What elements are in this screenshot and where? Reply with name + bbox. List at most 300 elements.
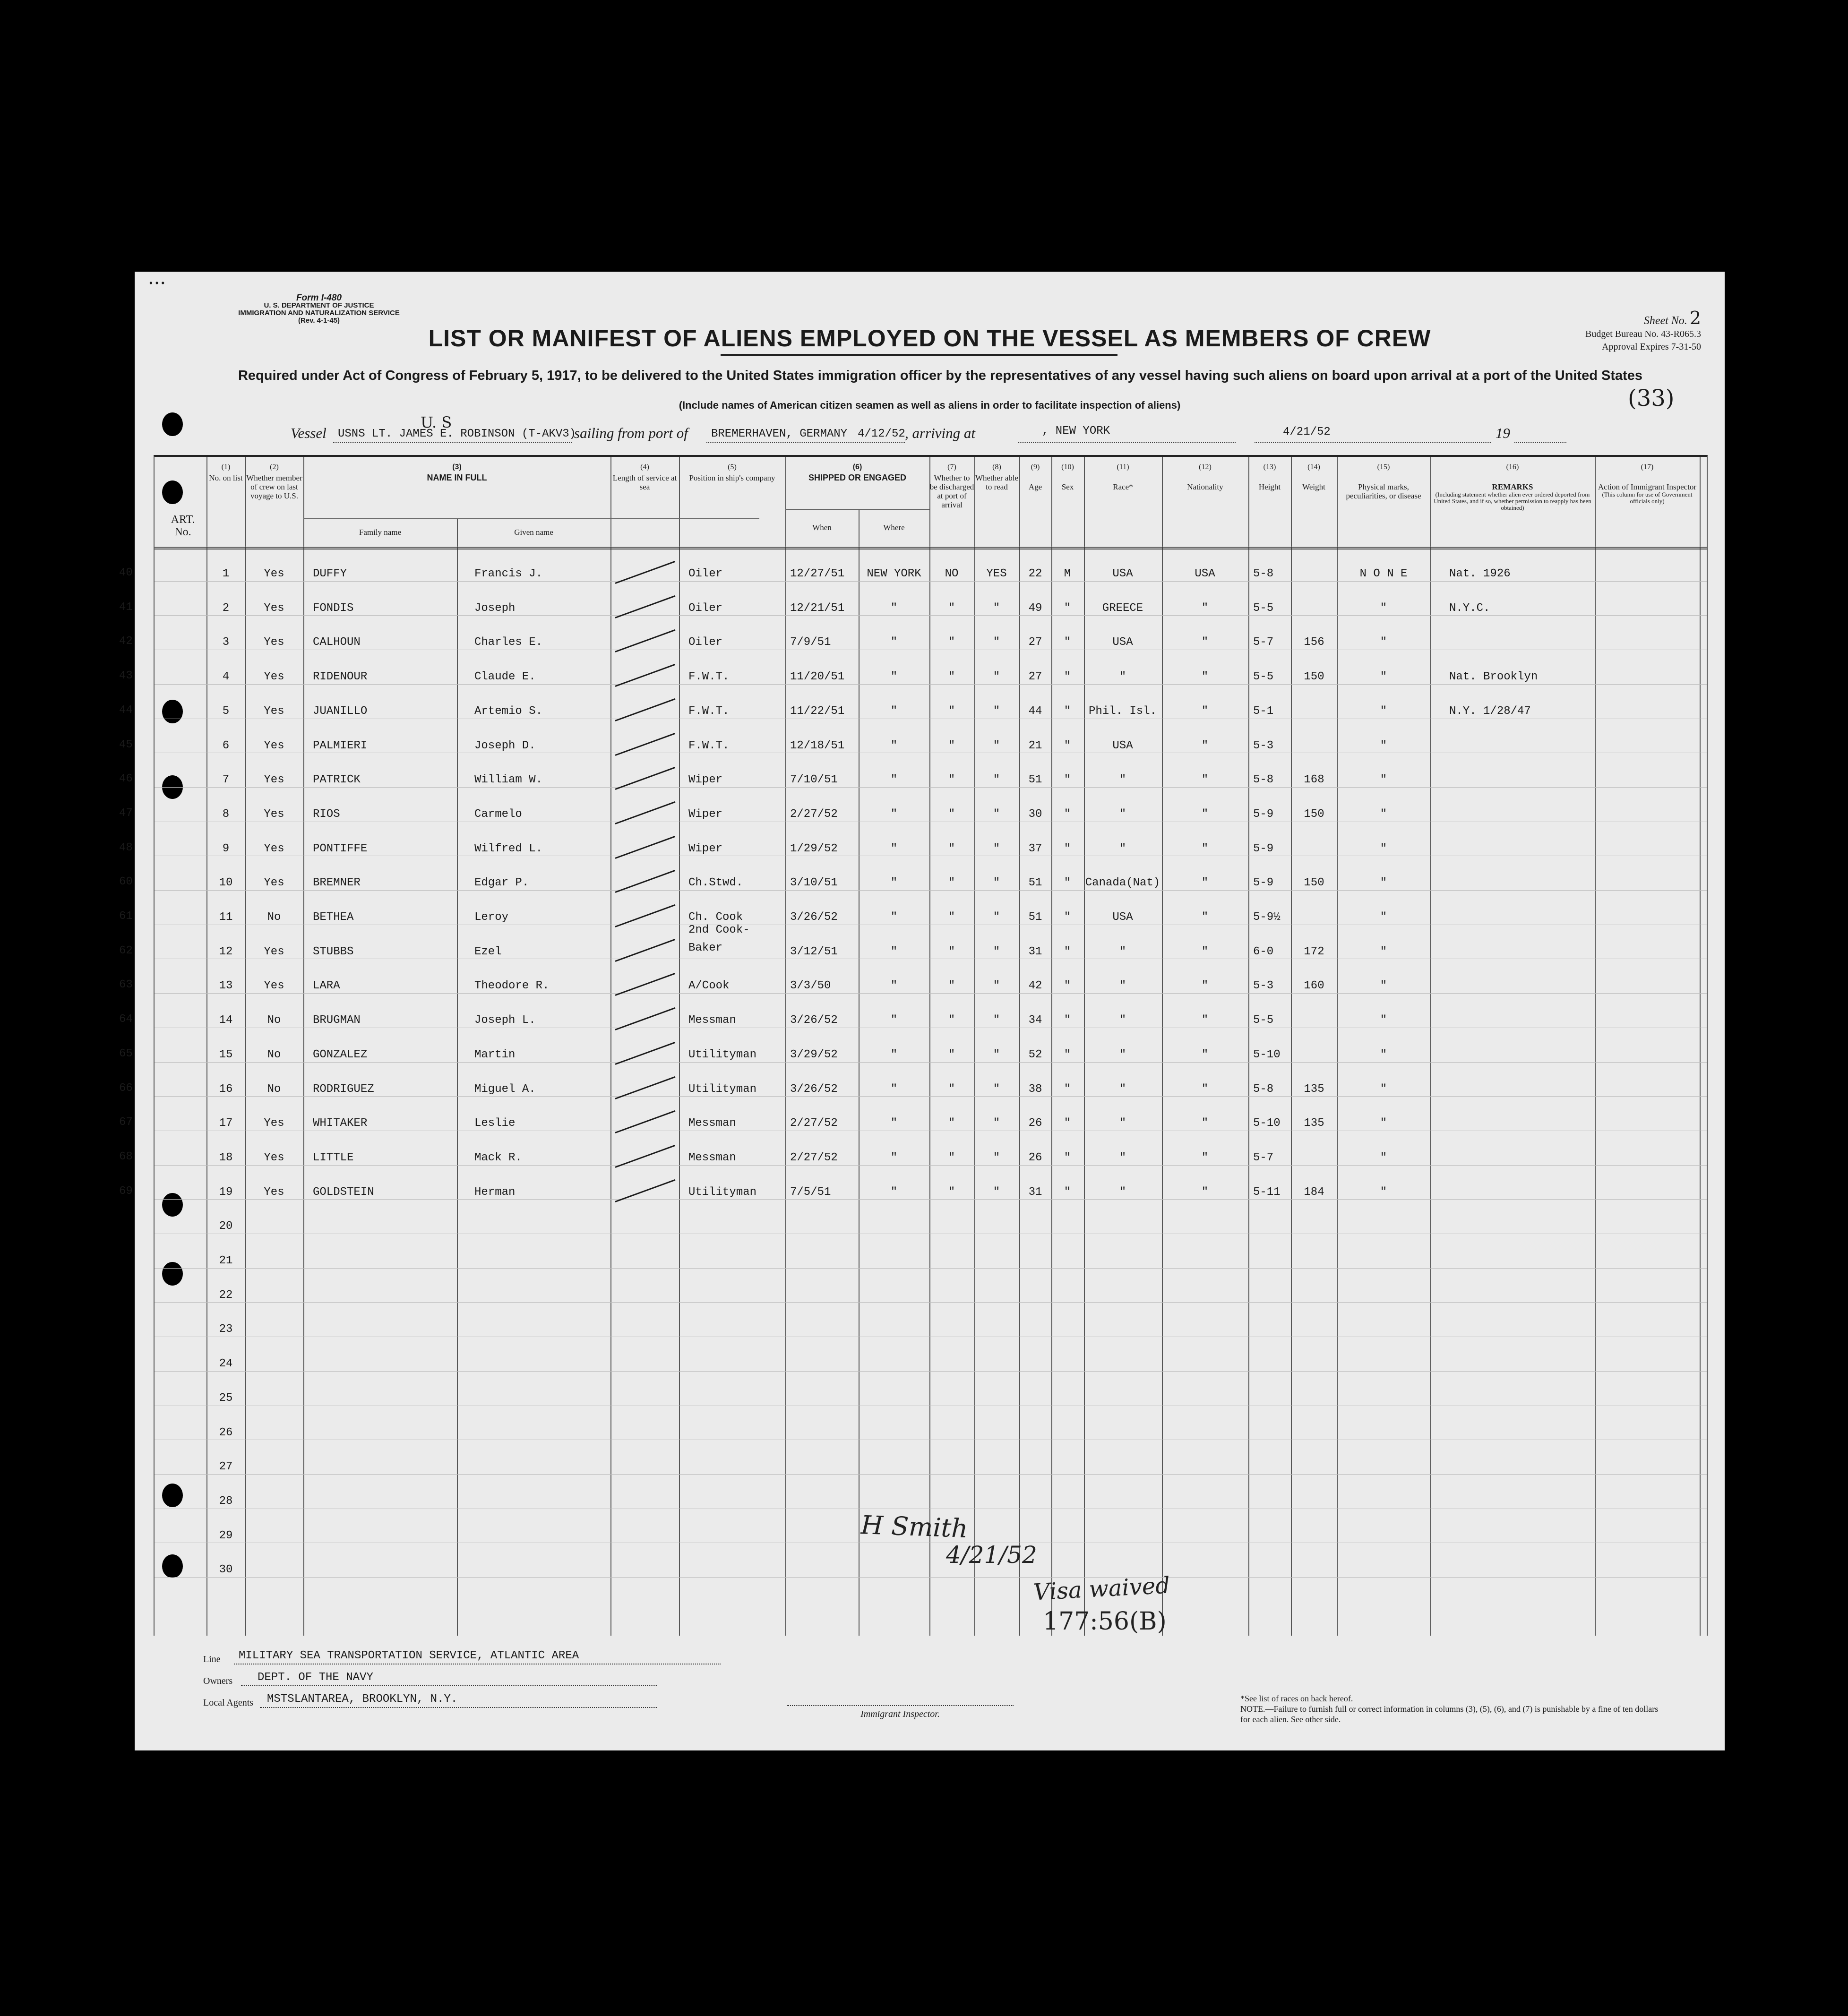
cell-family: PALMIERI: [313, 739, 368, 752]
header-family-name: Family name: [359, 528, 402, 537]
cell-nat: ": [1201, 945, 1209, 958]
cell-disch: ": [948, 773, 955, 787]
cell-age: 51: [1028, 911, 1042, 924]
cell-where: ": [890, 1151, 898, 1164]
cell-ht: 5-7: [1253, 1151, 1274, 1164]
cell-no: 17: [219, 1117, 233, 1130]
cell-pos: F.W.T.: [688, 704, 730, 718]
owners-value: DEPT. OF THE NAVY: [258, 1671, 373, 1684]
cell-ht: 5-3: [1253, 739, 1274, 752]
cell-last: Yes: [264, 945, 284, 958]
cell-race: ": [1119, 1151, 1126, 1164]
cell-no: 26: [219, 1426, 233, 1439]
cell-no: 19: [219, 1185, 233, 1199]
cell-given: Francis J.: [474, 567, 543, 580]
cell-given: Leroy: [474, 911, 509, 924]
art-number: 61: [119, 910, 133, 923]
cell-when: 3/29/52: [790, 1048, 838, 1061]
sheet-number: 2: [1689, 308, 1701, 328]
cell-marks: ": [1380, 773, 1387, 787]
cell-age: 26: [1028, 1151, 1042, 1164]
cell-age: 51: [1028, 773, 1042, 787]
cell-where: ": [890, 704, 898, 718]
cell-wt: 135: [1304, 1082, 1324, 1096]
cell-family: GOLDSTEIN: [313, 1185, 374, 1199]
cell-wt: 168: [1304, 773, 1324, 787]
cell-pos: Ch.Stwd.: [688, 876, 743, 890]
punch-hole: [162, 412, 183, 436]
cell-no: 18: [219, 1151, 233, 1164]
cell-marks: ": [1380, 979, 1387, 993]
cell-no: 13: [219, 979, 233, 993]
cell-given: Artemio S.: [474, 704, 543, 718]
cell-age: 31: [1028, 945, 1042, 958]
art-number: 66: [119, 1081, 133, 1095]
cell-pos: Utilityman: [688, 1082, 757, 1096]
cell-read: ": [993, 1048, 1000, 1061]
art-number: 40: [119, 566, 133, 579]
cell-no: 27: [219, 1460, 233, 1474]
cell-no: 14: [219, 1014, 233, 1027]
cell-where: ": [890, 1048, 898, 1061]
cell-nat: ": [1201, 704, 1209, 718]
cell-sex: ": [1064, 876, 1071, 890]
cell-family: FONDIS: [313, 601, 354, 615]
header-col16: (16) REMARKS (Including statement whether alien ever ordered deported from United States, and if so, whether permission to reapply has been obtained): [1434, 463, 1591, 511]
cell-read: ": [993, 911, 1000, 924]
cell-nat: ": [1201, 876, 1209, 890]
cell-remarks: N.Y. 1/28/47: [1449, 704, 1531, 718]
cell-race: USA: [1112, 567, 1133, 580]
cell-nat: ": [1201, 636, 1209, 649]
cell-given: Edgar P.: [474, 876, 529, 890]
cell-disch: ": [948, 979, 955, 993]
cell-nat: ": [1201, 1014, 1209, 1027]
cell-nat: ": [1201, 807, 1209, 821]
cell-sex: ": [1064, 1048, 1071, 1061]
service-length-mark: [615, 904, 675, 927]
cell-pos: A/Cook: [688, 979, 730, 993]
header-col11: (11) Race*: [1113, 463, 1133, 491]
cell-no: 7: [222, 773, 230, 787]
cell-where: ": [890, 876, 898, 890]
cell-no: 5: [222, 704, 230, 718]
art-number: 44: [119, 703, 133, 717]
cell-no: 23: [219, 1323, 233, 1336]
cell-last: Yes: [264, 807, 284, 821]
cell-read: ": [993, 773, 1000, 787]
header-art-no: ART. No.: [171, 514, 195, 538]
cell-age: 27: [1028, 636, 1042, 649]
cell-disch: ": [948, 1048, 955, 1061]
cell-pos: Messman: [688, 1014, 736, 1027]
service-length-mark: [615, 1145, 675, 1168]
cell-no: 4: [222, 670, 230, 684]
cell-marks: ": [1380, 601, 1387, 615]
cell-no: 10: [219, 876, 233, 890]
cell-when: 12/27/51: [790, 567, 845, 580]
cell-wt: 150: [1304, 876, 1324, 890]
cell-disch: ": [948, 911, 955, 924]
cell-where: ": [890, 670, 898, 684]
cell-sex: ": [1064, 773, 1071, 787]
cell-last: No: [267, 1048, 281, 1061]
cell-pos: F.W.T.: [688, 739, 730, 752]
cell-race: ": [1119, 670, 1126, 684]
arrival-port: , NEW YORK: [1042, 425, 1110, 438]
cell-read: ": [993, 979, 1000, 993]
arrival-date: 4/21/52: [1283, 426, 1331, 438]
cell-where: ": [890, 1014, 898, 1027]
header-col2: (2) Whether member of crew on last voyage to U.S.: [246, 463, 302, 500]
header-col6: (6) SHIPPED OR ENGAGED: [808, 463, 907, 482]
departure-date: 4/12/52: [858, 428, 905, 440]
cell-sex: ": [1064, 1082, 1071, 1096]
form-identifier: Form I-480 U. S. DEPARTMENT OF JUSTICE IMMIGRATION AND NATURALIZATION SERVICE (Rev. 4-1-45): [238, 293, 400, 325]
cell-last: Yes: [264, 1117, 284, 1130]
cell-disch: ": [948, 601, 955, 615]
art-number: 47: [119, 806, 133, 820]
agents-label: Local Agents: [203, 1698, 254, 1708]
cell-ht: 5-8: [1253, 773, 1274, 787]
cell-disch: ": [948, 1185, 955, 1199]
header-col17: (17) Action of Immigrant Inspector (This column for use of Government officials only): [1598, 463, 1697, 505]
cell-nat: ": [1201, 842, 1209, 855]
service-length-mark: [615, 732, 675, 755]
art-number: 63: [119, 978, 133, 992]
cell-family: BRUGMAN: [313, 1014, 361, 1027]
cell-sex: ": [1064, 945, 1071, 958]
cell-when: 2/27/52: [790, 1151, 838, 1164]
cell-given: Joseph: [474, 601, 516, 615]
cell-disch: ": [948, 1014, 955, 1027]
cell-no: 16: [219, 1082, 233, 1096]
cell-disch: ": [948, 1082, 955, 1096]
service-length-mark: [615, 629, 675, 652]
header-col4: (4) Length of service at sea: [612, 463, 677, 491]
cell-read: ": [993, 704, 1000, 718]
cell-marks: N O N E: [1359, 567, 1408, 580]
cell-when: 11/20/51: [790, 670, 845, 684]
cell-age: 21: [1028, 739, 1042, 752]
cell-ht: 5-9: [1253, 876, 1274, 890]
cell-when: 3/10/51: [790, 876, 838, 890]
cell-marks: ": [1380, 670, 1387, 684]
cell-no: 8: [222, 807, 230, 821]
cell-when: 11/22/51: [790, 704, 845, 718]
service-length-mark: [615, 595, 675, 618]
cell-sex: ": [1064, 1117, 1071, 1130]
cell-race: Canada(Nat): [1085, 876, 1160, 890]
cell-last: No: [267, 1014, 281, 1027]
owners-label: Owners: [203, 1676, 233, 1686]
visa-number: 177:56(B): [1043, 1607, 1167, 1636]
cell-wt: 150: [1304, 807, 1324, 821]
cell-when: 7/10/51: [790, 773, 838, 787]
cell-sex: ": [1064, 911, 1071, 924]
cell-read: YES: [986, 567, 1007, 580]
cell-when: 12/18/51: [790, 739, 845, 752]
cell-family: PONTIFFE: [313, 842, 368, 855]
immigrant-inspector-signature-line: Immigrant Inspector.: [787, 1705, 1014, 1720]
cell-family: GONZALEZ: [313, 1048, 368, 1061]
page-title: LIST OR MANIFEST OF ALIENS EMPLOYED ON THE VESSEL AS MEMBERS OF CREW: [428, 325, 1431, 352]
cell-wt: 156: [1304, 636, 1324, 649]
cell-wt: 160: [1304, 979, 1324, 993]
corner-mark: ...: [148, 267, 166, 289]
art-number: 62: [119, 944, 133, 957]
cell-family: JUANILLO: [313, 704, 368, 718]
cell-race: ": [1119, 1117, 1126, 1130]
art-number: 60: [119, 875, 133, 889]
header-col9: (9) Age: [1028, 463, 1042, 491]
cell-disch: ": [948, 739, 955, 752]
cell-age: 22: [1028, 567, 1042, 580]
cell-disch: ": [948, 807, 955, 821]
cell-nat: ": [1201, 1082, 1209, 1096]
cell-family: DUFFY: [313, 567, 347, 580]
cell-pos: Wiper: [688, 842, 723, 855]
cell-race: ": [1119, 979, 1126, 993]
cell-read: ": [993, 1117, 1000, 1130]
cell-where: ": [890, 1117, 898, 1130]
cell-pos: Wiper: [688, 773, 723, 787]
cell-nat: ": [1201, 1117, 1209, 1130]
cell-ht: 5-9: [1253, 842, 1274, 855]
cell-last: Yes: [264, 567, 284, 580]
cell-family: RIDENOUR: [313, 670, 368, 684]
service-length-mark: [615, 1007, 675, 1030]
cell-marks: ": [1380, 911, 1387, 924]
cell-nat: ": [1201, 601, 1209, 615]
cell-marks: ": [1380, 704, 1387, 718]
cell-read: ": [993, 876, 1000, 890]
cell-marks: ": [1380, 807, 1387, 821]
cell-marks: ": [1380, 1048, 1387, 1061]
cell-ht: 5-9: [1253, 807, 1274, 821]
service-length-mark: [615, 870, 675, 893]
cell-sex: ": [1064, 1185, 1071, 1199]
cell-age: 52: [1028, 1048, 1042, 1061]
cell-family: PATRICK: [313, 773, 361, 787]
cell-last: Yes: [264, 636, 284, 649]
cell-disch: ": [948, 636, 955, 649]
cell-remarks: N.Y.C.: [1449, 601, 1490, 615]
cell-given: Joseph L.: [474, 1014, 536, 1027]
cell-given: Leslie: [474, 1117, 516, 1130]
cell-ht: 5-5: [1253, 670, 1274, 684]
cell-pos: Messman: [688, 1117, 736, 1130]
cell-last: Yes: [264, 979, 284, 993]
cell-disch: ": [948, 945, 955, 958]
cell-last: Yes: [264, 704, 284, 718]
header-col13: (13) Height: [1258, 463, 1281, 491]
cell-where: ": [890, 945, 898, 958]
cell-sex: ": [1064, 1151, 1071, 1164]
art-number: 46: [119, 772, 133, 786]
cell-marks: ": [1380, 1117, 1387, 1130]
cell-age: 44: [1028, 704, 1042, 718]
cell-pos: Oiler: [688, 567, 723, 580]
cell-ht: 5-8: [1253, 567, 1274, 580]
crew-table: [119, 455, 1708, 1636]
cell-pos: 2nd Cook-: [688, 923, 750, 936]
cell-disch: NO: [945, 567, 959, 580]
agents-value: MSTSLANTAREA, BROOKLYN, N.Y.: [267, 1693, 458, 1706]
vessel-name: USNS LT. JAMES E. ROBINSON (T-AKV3): [338, 428, 576, 440]
cell-marks: ": [1380, 1151, 1387, 1164]
cell-age: 34: [1028, 1014, 1042, 1027]
cell-last: Yes: [264, 876, 284, 890]
art-number: 45: [119, 738, 133, 751]
cell-given: William W.: [474, 773, 543, 787]
cell-pos: Utilityman: [688, 1185, 757, 1199]
art-number: 68: [119, 1150, 133, 1163]
art-number: 42: [119, 635, 133, 648]
header-col14: (14) Weight: [1302, 463, 1325, 491]
cell-where: ": [890, 1185, 898, 1199]
cell-last: No: [267, 1082, 281, 1096]
cell-nat: ": [1201, 1048, 1209, 1061]
cell-race: ": [1119, 1185, 1126, 1199]
cell-sex: ": [1064, 979, 1071, 993]
cell-read: ": [993, 945, 1000, 958]
cell-given: Theodore R.: [474, 979, 550, 993]
cell-no: 9: [222, 842, 230, 855]
header-col5: (5) Position in ship's company: [689, 463, 775, 482]
cell-last: Yes: [264, 1185, 284, 1199]
cell-sex: ": [1064, 601, 1071, 615]
cell-where: ": [890, 807, 898, 821]
cell-ht: 6-0: [1253, 945, 1274, 958]
cell-pos2: Baker: [688, 941, 723, 954]
cell-no: 3: [222, 636, 230, 649]
cell-when: 3/26/52: [790, 911, 838, 924]
service-length-mark: [615, 836, 675, 859]
cell-sex: ": [1064, 636, 1071, 649]
cell-where: ": [890, 911, 898, 924]
service-length-mark: [615, 664, 675, 687]
cell-given: Carmelo: [474, 807, 522, 821]
cell-nat: ": [1201, 670, 1209, 684]
service-length-mark: [615, 1042, 675, 1065]
cell-no: 12: [219, 945, 233, 958]
service-length-mark: [615, 1110, 675, 1133]
cell-age: 31: [1028, 1185, 1042, 1199]
header-col10: (10) Sex: [1061, 463, 1074, 491]
header-col7: (7) Whether to be discharged at port of arrival: [929, 463, 974, 509]
art-number: 64: [119, 1013, 133, 1026]
cell-family: BETHEA: [313, 911, 354, 924]
cell-marks: ": [1380, 1082, 1387, 1096]
footnote: *See list of races on back hereof. NOTE.—Failure to furnish full or correct information in columns (3), (5), (6), and (7) is punishable by a fine of ten dollars for each alien. See other side.: [1240, 1694, 1659, 1724]
cell-wt: 150: [1304, 670, 1324, 684]
title-underline: [721, 354, 1117, 356]
cell-read: ": [993, 807, 1000, 821]
cell-no: 28: [219, 1494, 233, 1508]
service-length-mark: [615, 561, 675, 584]
header-given-name: Given name: [514, 528, 553, 537]
cell-family: BREMNER: [313, 876, 361, 890]
cell-no: 1: [222, 567, 230, 580]
header-col12: (12) Nationality: [1187, 463, 1223, 491]
cell-marks: ": [1380, 842, 1387, 855]
cell-last: No: [267, 911, 281, 924]
cell-when: 1/29/52: [790, 842, 838, 855]
cell-pos: Ch. Cook: [688, 911, 743, 924]
cell-disch: ": [948, 842, 955, 855]
signature: H Smith: [860, 1510, 969, 1544]
vessel-line: Vessel USNS LT. JAMES E. ROBINSON (T-AKV3) sailing from port of BREMERHAVEN, GERMANY 4/12/52 , arriving at , NEW YORK 4/21/52 19: [291, 422, 1694, 450]
cell-marks: ": [1380, 1185, 1387, 1199]
cell-family: RIOS: [313, 807, 340, 821]
cell-no: 29: [219, 1529, 233, 1542]
cell-given: Wilfred L.: [474, 842, 543, 855]
cell-race: GREECE: [1102, 601, 1143, 615]
cell-when: 2/27/52: [790, 807, 838, 821]
cell-given: Mack R.: [474, 1151, 522, 1164]
cell-given: Miguel A.: [474, 1082, 536, 1096]
cell-ht: 5-5: [1253, 601, 1274, 615]
law-note: (Include names of American citizen seamen as well as aliens in order to facilitate inspection of aliens): [679, 399, 1181, 411]
cell-marks: ": [1380, 876, 1387, 890]
cell-read: ": [993, 1151, 1000, 1164]
cell-pos: Oiler: [688, 636, 723, 649]
cell-last: Yes: [264, 601, 284, 615]
cell-nat: ": [1201, 773, 1209, 787]
handwritten-us: U. S: [421, 413, 452, 431]
cell-nat: ": [1201, 1151, 1209, 1164]
cell-no: 22: [219, 1288, 233, 1302]
cell-disch: ": [948, 876, 955, 890]
sheet-info: Sheet No. 2 Budget Bureau No. 43-R065.3 Approval Expires 7-31-50: [1585, 308, 1701, 352]
cell-race: ": [1119, 773, 1126, 787]
cell-marks: ": [1380, 945, 1387, 958]
page-number: (33): [1628, 385, 1675, 412]
cell-disch: ": [948, 1151, 955, 1164]
cell-given: Herman: [474, 1185, 516, 1199]
cell-age: 38: [1028, 1082, 1042, 1096]
cell-no: 24: [219, 1357, 233, 1371]
cell-nat: ": [1201, 739, 1209, 752]
cell-sex: ": [1064, 704, 1071, 718]
service-length-mark: [615, 973, 675, 996]
cell-disch: ": [948, 704, 955, 718]
header-when: When: [812, 523, 832, 532]
cell-read: ": [993, 842, 1000, 855]
cell-age: 26: [1028, 1117, 1042, 1130]
cell-no: 20: [219, 1220, 233, 1233]
cell-race: ": [1119, 945, 1126, 958]
cell-remarks: Nat. 1926: [1449, 567, 1511, 580]
cell-pos: Messman: [688, 1151, 736, 1164]
cell-when: 7/5/51: [790, 1185, 831, 1199]
cell-read: ": [993, 1082, 1000, 1096]
cell-when: 3/26/52: [790, 1014, 838, 1027]
cell-race: USA: [1112, 636, 1133, 649]
cell-read: ": [993, 601, 1000, 615]
cell-no: 11: [219, 911, 233, 924]
cell-disch: ": [948, 670, 955, 684]
art-number: 41: [119, 601, 133, 614]
cell-pos: Oiler: [688, 601, 723, 615]
departure-port: BREMERHAVEN, GERMANY: [711, 428, 848, 440]
cell-when: 3/3/50: [790, 979, 831, 993]
cell-no: 25: [219, 1391, 233, 1405]
cell-sex: ": [1064, 842, 1071, 855]
service-length-mark: [615, 1076, 675, 1099]
cell-when: 7/9/51: [790, 636, 831, 649]
